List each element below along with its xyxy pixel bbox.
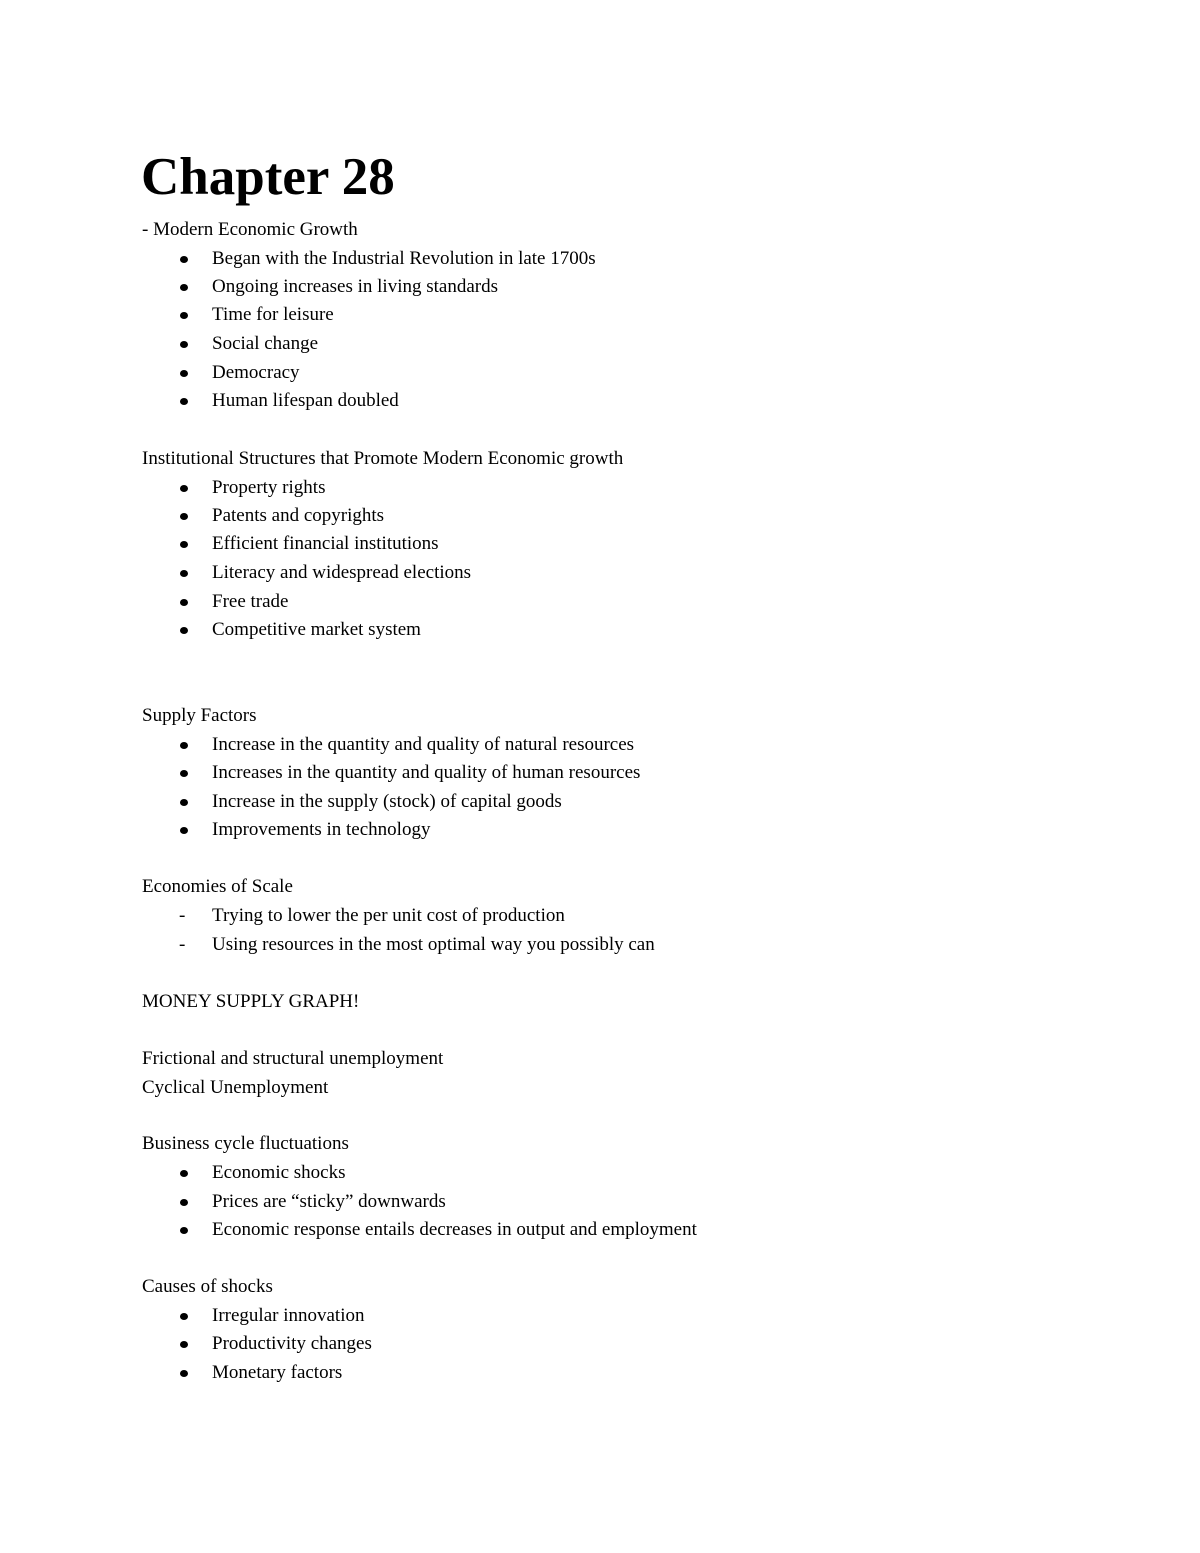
- bullet-icon: [178, 530, 190, 558]
- page-title: Chapter 28: [141, 148, 395, 206]
- bullet-icon: [178, 1302, 190, 1330]
- bullet-icon: [178, 1359, 190, 1387]
- unemployment-line-cyclical: Cyclical Unemployment: [142, 1077, 329, 1098]
- section-heading-modern-growth: - Modern Economic Growth: [142, 219, 358, 240]
- bullet-icon: [178, 474, 190, 502]
- bullet-icon: [178, 1330, 190, 1358]
- bullet-icon: [178, 788, 190, 816]
- document-page: Chapter 28 - Modern Economic Growth Began with the Industrial Revolution in late 1700s Ongoing increases in living standards Time for leisure Social change Democracy Human lifespan doubled Institutional Structures that Promote Modern Economic growth Property rights Patents and copyrights Efficient financial institutions Literacy and widespread elections Free trade Competitive market system Supply Factors Increase in the quantity and quality of natural resources Increases in the quantity and quality of human resources Increase in the supply (stock) of capital goods Improvements in technology Economies of Scale - Trying to lower the per unit cost of production - Using resources in the most optimal way you possibly can MONEY SUPPLY GRAPH! Frictional and structural unemployment Cyclical Unemployment Business cycle fluctuations Economic shocks Prices are “sticky” downwards Economic response entails decreases in output and employment Causes of shocks Irregular innovation Productivity changes Monetary factors: [0, 0, 1200, 1553]
- bullet-icon: [178, 245, 190, 273]
- bullet-icon: [178, 359, 190, 387]
- bullet-icon: [178, 731, 190, 759]
- dash-icon: [178, 931, 190, 959]
- section-heading-institutional: Institutional Structures that Promote Modern Economic growth: [142, 448, 624, 469]
- bullet-icon: [178, 330, 190, 358]
- bullet-icon: [178, 1216, 190, 1244]
- bullet-icon: [178, 759, 190, 787]
- bullet-icon: [178, 273, 190, 301]
- bullet-icon: [178, 1159, 190, 1187]
- bullet-icon: [178, 1188, 190, 1216]
- section-heading-economies-of-scale: Economies of Scale: [142, 876, 293, 897]
- unemployment-line-frictional: Frictional and structural unemployment: [142, 1048, 444, 1069]
- bullet-icon: [178, 502, 190, 530]
- bullet-icon: [178, 559, 190, 587]
- dash-icon: [178, 902, 190, 930]
- bullet-icon: [178, 616, 190, 644]
- section-heading-causes-of-shocks: Causes of shocks: [142, 1276, 273, 1297]
- money-supply-note: MONEY SUPPLY GRAPH!: [142, 991, 360, 1012]
- section-heading-supply-factors: Supply Factors: [142, 705, 257, 726]
- bullet-icon: [178, 816, 190, 844]
- bullet-icon: [178, 387, 190, 415]
- section-heading-business-cycle: Business cycle fluctuations: [142, 1133, 349, 1154]
- bullet-icon: [178, 588, 190, 616]
- bullet-icon: [178, 301, 190, 329]
